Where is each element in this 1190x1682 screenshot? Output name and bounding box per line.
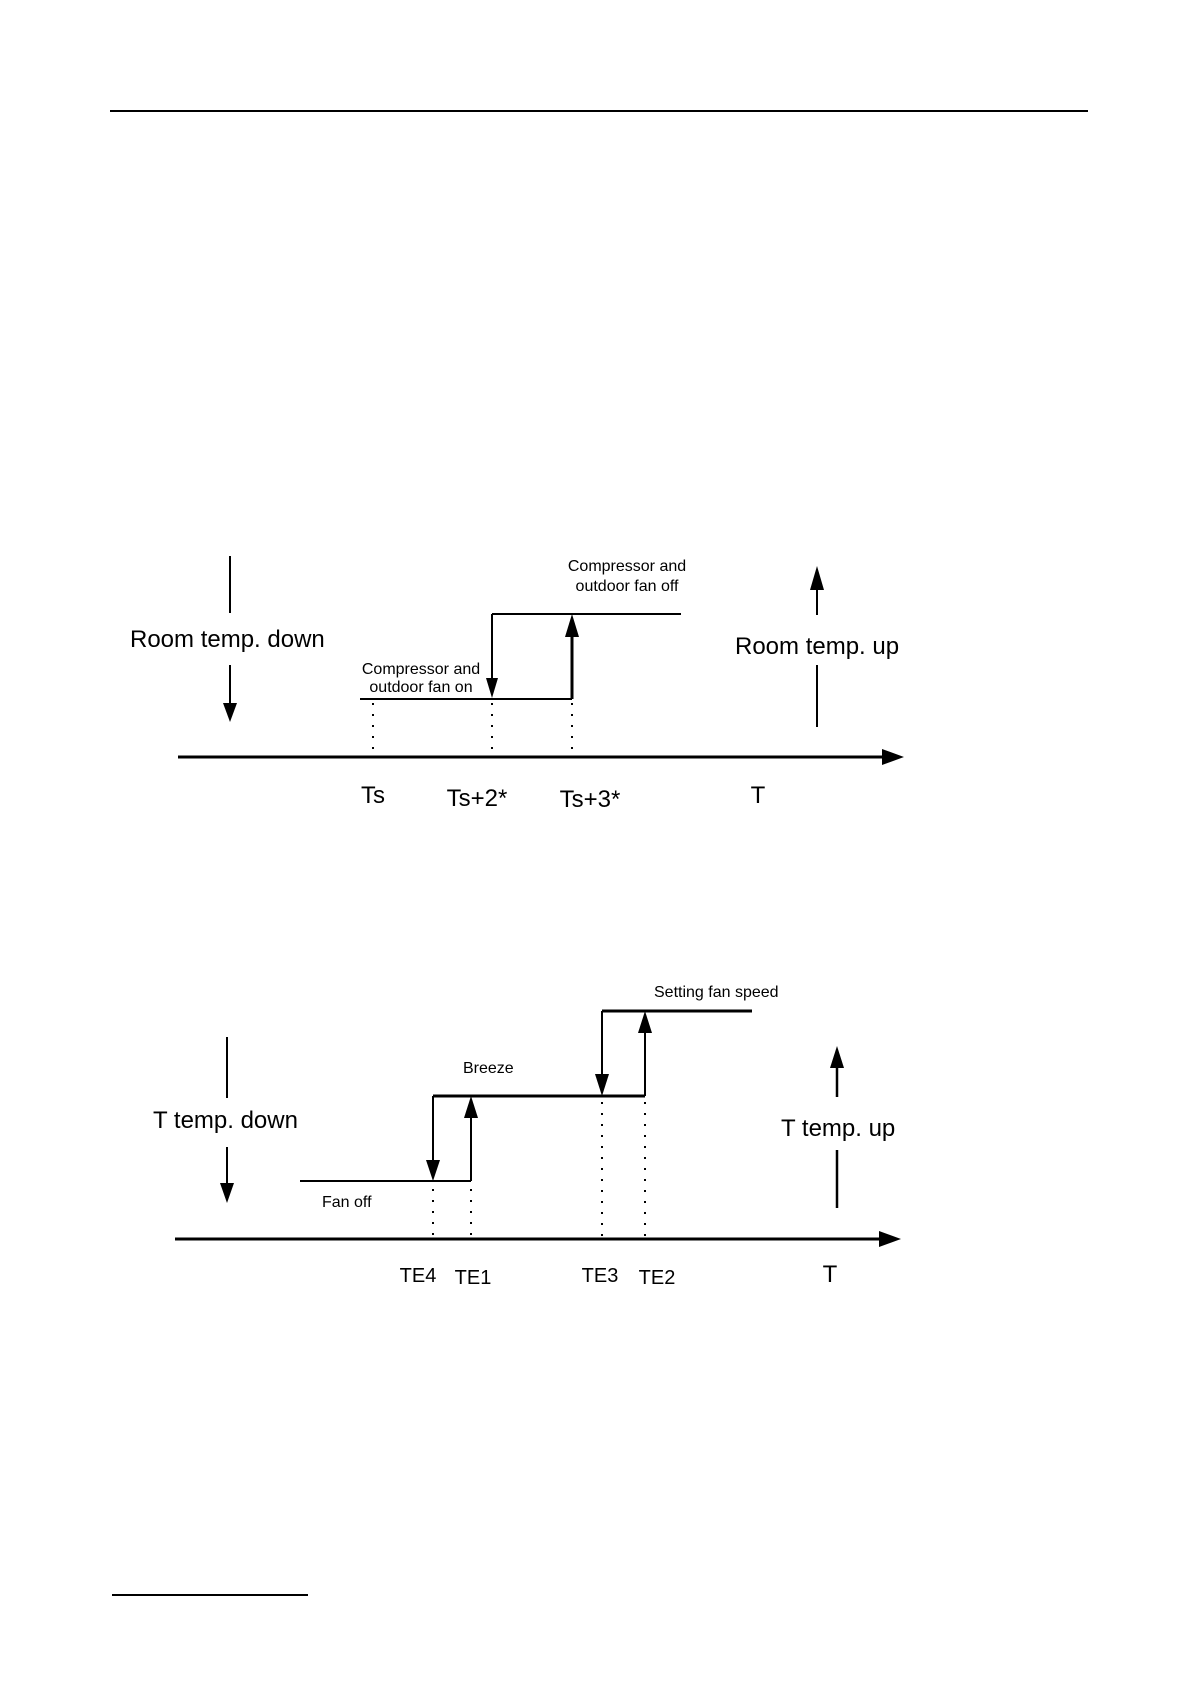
room-temp-up-label: Room temp. up (735, 633, 900, 660)
tick-label-te4: TE4 (399, 1265, 437, 1287)
compressor-hysteresis-diagram (0, 540, 1190, 840)
arrowhead-down-left-2 (220, 1183, 234, 1203)
tick-label-ts-plus-2: Ts+2* (446, 785, 508, 812)
arrowhead-up-right (810, 566, 824, 590)
fan-off-label: Fan off (322, 1194, 372, 1211)
t-temp-down-label: T temp. down (153, 1107, 298, 1134)
t-temp-up-label: T temp. up (781, 1115, 896, 1142)
axis-label-t-2: T (822, 1261, 838, 1288)
axis-label-t: T (750, 782, 766, 809)
compressor-off-label-2: outdoor fan off (575, 578, 679, 595)
compressor-off-label-1: Compressor and (567, 558, 687, 575)
breeze-label: Breeze (463, 1060, 514, 1077)
arrowhead-te1 (464, 1096, 478, 1118)
compressor-on-label-1: Compressor and (361, 661, 481, 678)
tick-label-ts-plus-3: Ts+3* (559, 786, 621, 813)
arrowhead-down-left (223, 703, 237, 722)
tick-label-te2: TE2 (638, 1267, 676, 1289)
setting-fan-speed-label: Setting fan speed (654, 984, 779, 1001)
tick-label-ts: Ts (361, 782, 385, 809)
tick-label-te1: TE1 (454, 1267, 492, 1289)
arrowhead-te4 (426, 1160, 440, 1181)
axis-arrowhead (882, 749, 904, 765)
footnote-rule (112, 1594, 308, 1596)
arrowhead-down-loop (486, 678, 498, 698)
arrowhead-te2 (638, 1011, 652, 1033)
axis-arrowhead-2 (879, 1231, 901, 1247)
arrowhead-te3 (595, 1074, 609, 1096)
tick-label-te3: TE3 (581, 1265, 619, 1287)
header-rule (110, 110, 1088, 112)
compressor-on-label-2: outdoor fan on (369, 679, 473, 696)
arrowhead-up-loop (565, 614, 579, 637)
fan-speed-hysteresis-diagram (0, 970, 1190, 1290)
arrowhead-up-right-2 (830, 1046, 844, 1068)
room-temp-down-label: Room temp. down (130, 626, 325, 653)
